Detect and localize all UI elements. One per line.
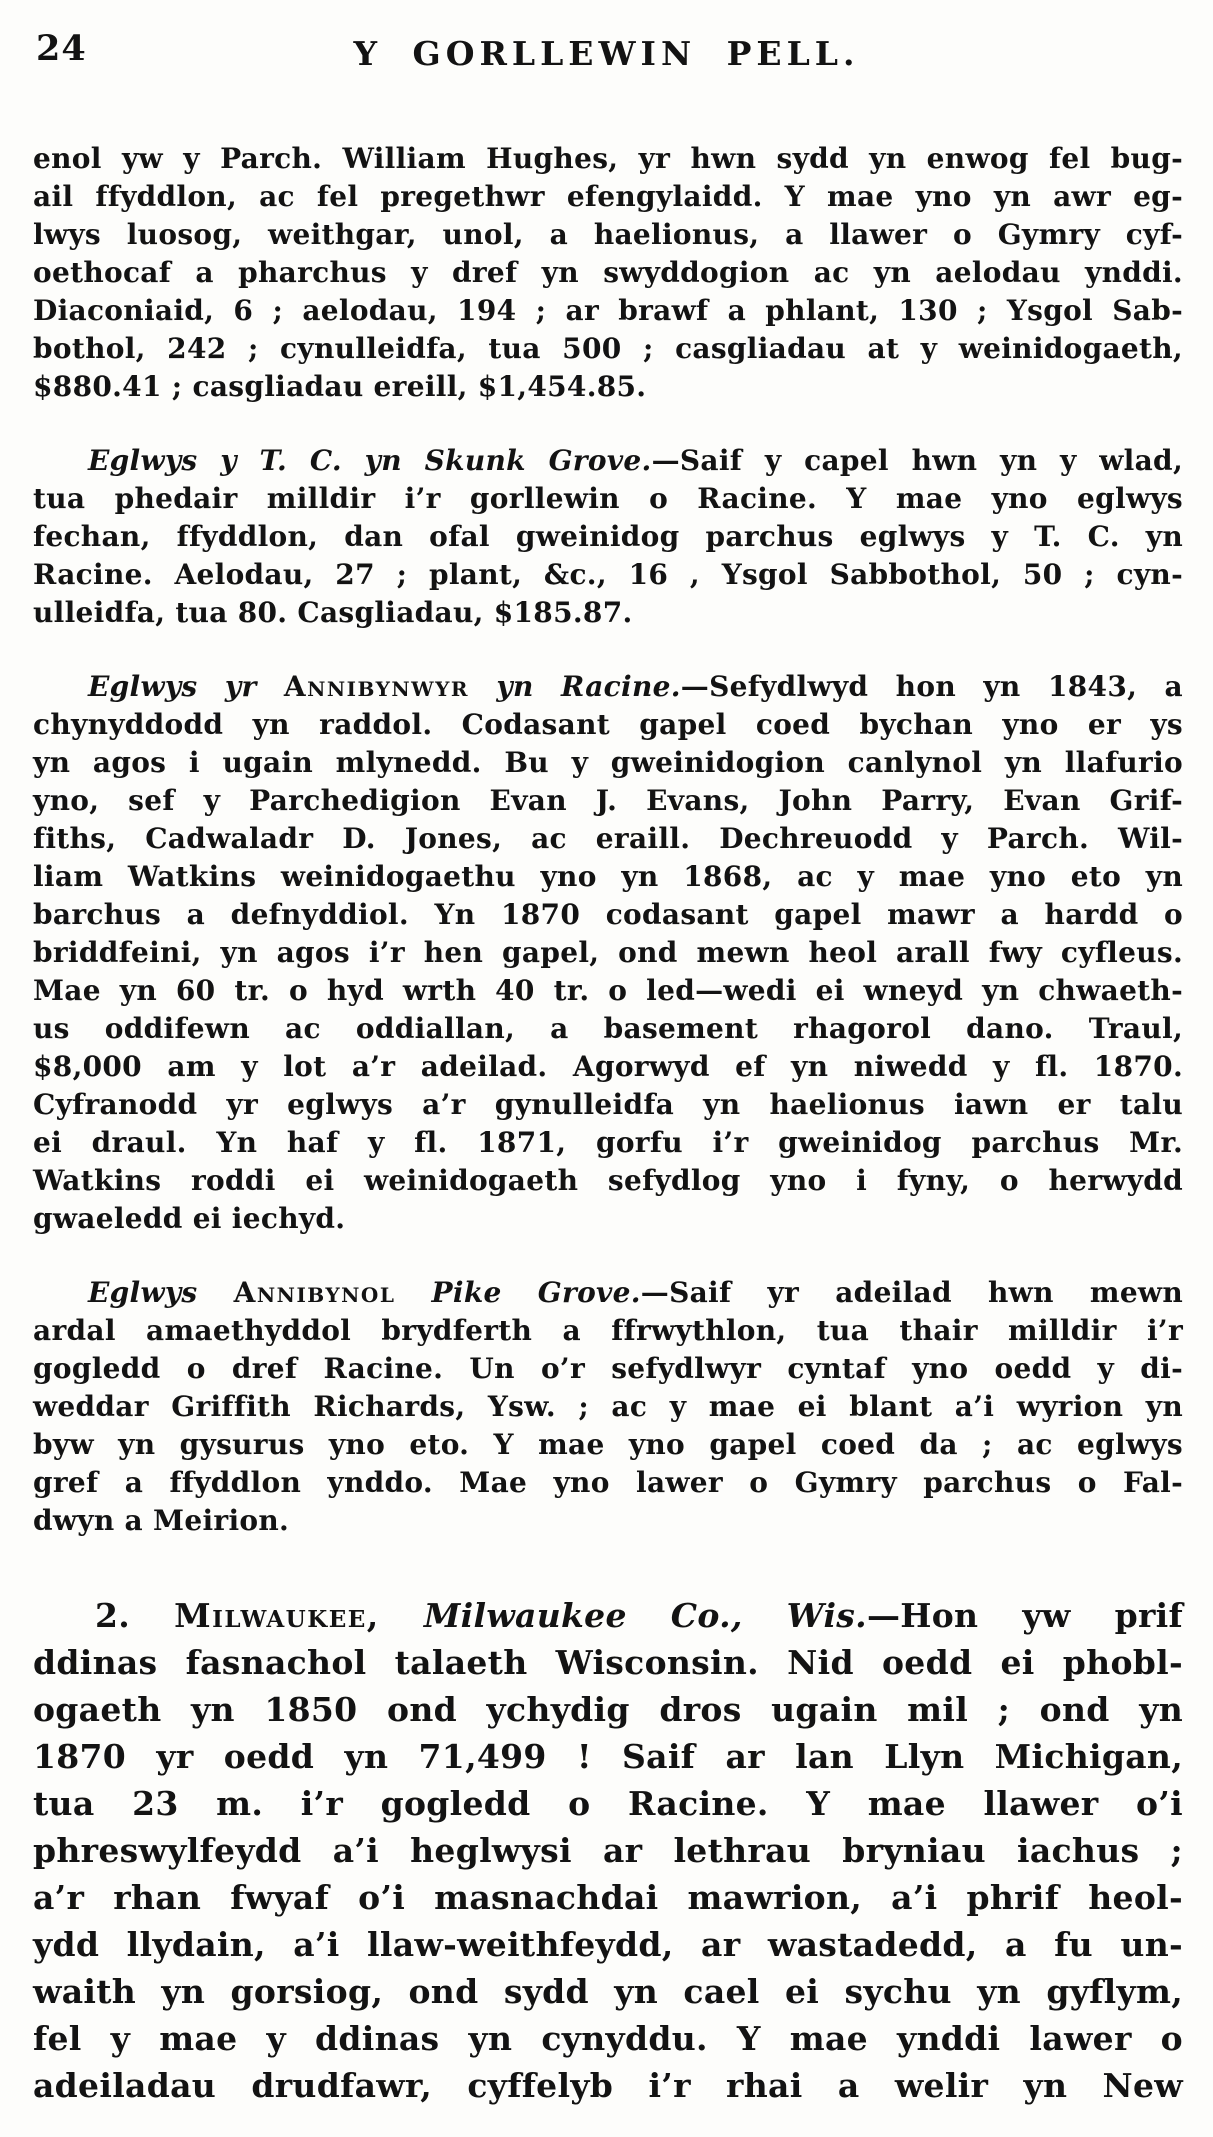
plain-text: ydd llydain, a’i llaw-weithfeydd, ar wastadedd, a fu un- [33, 1925, 1183, 1964]
plain-text: tua 23 m. i’r gogledd o Racine. Y mae llawer o’i [33, 1784, 1183, 1823]
plain-text: ulleidfa, tua 80. Casgliadau, $185.87. [33, 596, 633, 629]
plain-text: —Saif yr adeilad hwn mewn [640, 1276, 1183, 1309]
plain-text: 1870 yr oedd yn 71,499 ! Saif ar lan Llyn Michigan, [33, 1737, 1183, 1776]
text-line [33, 1780, 1183, 1827]
text-line [33, 1464, 1183, 1502]
plain-text: ail ffyddlon, ac fel pregethwr efengylaidd. Y mae yno yn awr eg- [33, 180, 1183, 213]
plain-text: $8,000 am y lot a’r adeilad. Agorwyd ef yn niwedd y fl. 1870. [33, 1050, 1183, 1083]
text-line [33, 216, 1183, 254]
plain-text: lwys luosog, weithgar, unol, a haelionus, a llawer o Gymry cyf- [33, 218, 1183, 251]
plain-text: yn agos i ugain mlynedd. Bu y gweinidogion canlynol yn llafurio [33, 746, 1183, 779]
text-line [33, 2062, 1183, 2109]
text-line [33, 1124, 1183, 1162]
text-line [33, 972, 1183, 1010]
plain-text: briddfeini, yn agos i’r hen gapel, ond mewn heol arall fwy cyfleus. [33, 936, 1183, 969]
text-line [33, 1162, 1183, 1200]
text-line [33, 706, 1183, 744]
smallcaps-text: Annibynol [233, 1276, 396, 1309]
text-line [33, 1048, 1183, 1086]
plain-text: gogledd o dref Racine. Un o’r sefydlwyr cyntaf yno oedd y di- [33, 1352, 1183, 1385]
plain-text: fel y mae y ddinas yn cynyddu. Y mae ynddi lawer o [33, 2019, 1183, 2058]
paragraph [33, 442, 1183, 632]
italic-text: Milwaukee Co., Wis. [423, 1596, 867, 1635]
plain-text: barchus a defnyddiol. Yn 1870 codasant gapel mawr a hardd o [33, 898, 1183, 931]
text-line [33, 140, 1183, 178]
text-line [33, 934, 1183, 972]
plain-text: gwaeledd ei iechyd. [33, 1202, 346, 1235]
plain-text: —Sefydlwyd hon yn 1843, a [680, 670, 1183, 703]
italic-text: Eglwys [88, 1276, 234, 1309]
plain-text [380, 1596, 424, 1635]
text-line [33, 1010, 1183, 1048]
smallcaps-text: Annibynwyr [283, 670, 470, 703]
text-line [33, 858, 1183, 896]
plain-text: weddar Griffith Richards, Ysw. ; ac y mae ei blant a’i wyrion yn [33, 1390, 1183, 1423]
text-line [33, 668, 1183, 706]
plain-text: byw yn gysurus yno eto. Y mae yno gapel coed da ; ac eglwys [33, 1428, 1183, 1461]
text-line [33, 1200, 1183, 1238]
text-line [33, 594, 1183, 632]
text-line [33, 896, 1183, 934]
plain-text: Diaconiaid, 6 ; aelodau, 194 ; ar brawf a phlant, 130 ; Ysgol Sab- [33, 294, 1183, 327]
text-line [33, 1426, 1183, 1464]
plain-text: chynyddodd yn raddol. Codasant gapel coed bychan yno er ys [33, 708, 1183, 741]
plain-text: oethocaf a pharchus y dref yn swyddogion ac yn aelodau ynddi. [33, 256, 1183, 289]
plain-text: —Saif y capel hwn yn y wlad, [651, 444, 1183, 477]
plain-text: waith yn gorsiog, ond sydd yn cael ei sychu yn gyflym, [33, 1972, 1183, 2011]
text-line [33, 254, 1183, 292]
text-line [33, 1968, 1183, 2015]
text-line [33, 744, 1183, 782]
plain-text: Cyfranodd yr eglwys a’r gynulleidfa yn haelionus iawn er talu [33, 1088, 1183, 1121]
text-line [33, 330, 1183, 368]
plain-text: ogaeth yn 1850 ond ychydig dros ugain mil ; ond yn [33, 1690, 1183, 1729]
text-line [33, 518, 1183, 556]
text-line [33, 820, 1183, 858]
italic-text: yn Racine. [469, 670, 681, 703]
text-line [33, 1086, 1183, 1124]
plain-text: gref a ffyddlon ynddo. Mae yno lawer o Gymry parchus o Fal- [33, 1466, 1183, 1499]
plain-text: a’r rhan fwyaf o’i masnachdai mawrion, a’i phrif heol- [33, 1878, 1183, 1917]
plain-text: enol yw y Parch. William Hughes, yr hwn sydd yn enwog fel bug- [33, 142, 1183, 175]
text-line [33, 1592, 1183, 1639]
plain-text: ardal amaethyddol brydferth a ffrwythlon, tua thair milldir i’r [33, 1314, 1183, 1347]
text-line [33, 442, 1183, 480]
plain-text: tua phedair milldir i’r gorllewin o Racine. Y mae yno eglwys [33, 482, 1183, 515]
plain-text: Racine. Aelodau, 27 ; plant, &c., 16 , Ysgol Sabbothol, 50 ; cyn- [33, 558, 1183, 591]
text-line [33, 1388, 1183, 1426]
text-line [33, 1733, 1183, 1780]
plain-text: liam Watkins weinidogaethu yno yn 1868, ac y mae yno eto yn [33, 860, 1183, 893]
plain-text: fiths, Cadwaladr D. Jones, ac eraill. Dechreuodd y Parch. Wil- [33, 822, 1183, 855]
plain-text: dwyn a Meirion. [33, 1504, 290, 1537]
plain-text: yno, sef y Parchedigion Evan J. Evans, John Parry, Evan Grif- [33, 784, 1183, 817]
text-line [33, 178, 1183, 216]
paragraph [33, 1592, 1183, 2109]
plain-text: phreswylfeydd a’i heglwysi ar lethrau bryniau iachus ; [33, 1831, 1183, 1870]
text-line [33, 1502, 1183, 1540]
plain-text: adeiladau drudfawr, cyffelyb i’r rhai a welir yn New [33, 2066, 1183, 2105]
page-number: 24 [36, 28, 87, 69]
plain-text: ei draul. Yn haf y fl. 1871, gorfu i’r gweinidog parchus Mr. [33, 1126, 1183, 1159]
text-line [33, 1312, 1183, 1350]
text-line [33, 1350, 1183, 1388]
italic-text: Eglwys yr [88, 670, 284, 703]
text-line [33, 1827, 1183, 1874]
smallcaps-text: Milwaukee, [174, 1596, 380, 1635]
text-line [33, 1639, 1183, 1686]
text-line [33, 1686, 1183, 1733]
plain-text: ddinas fasnachol talaeth Wisconsin. Nid oedd ei phobl- [33, 1643, 1183, 1682]
plain-text: 2. [95, 1596, 175, 1635]
text-line [33, 2015, 1183, 2062]
text-line [33, 782, 1183, 820]
paragraph [33, 1274, 1183, 1540]
plain-text: fechan, ffyddlon, dan ofal gweinidog parchus eglwys y T. C. yn [33, 520, 1183, 553]
italic-text: Pike Grove. [395, 1276, 641, 1309]
plain-text: Mae yn 60 tr. o hyd wrth 40 tr. o led—wedi ei wneyd yn chwaeth- [33, 974, 1183, 1007]
paragraph [33, 668, 1183, 1238]
text-line [33, 1921, 1183, 1968]
plain-text: us oddifewn ac oddiallan, a basement rhagorol dano. Traul, [33, 1012, 1183, 1045]
text-line [33, 368, 1183, 406]
text-line [33, 480, 1183, 518]
text-line [33, 1274, 1183, 1312]
running-header: Y GORLLEWIN PELL. [353, 34, 860, 73]
page-body [0, 140, 1213, 2109]
italic-text: Eglwys y T. C. yn Skunk Grove. [88, 444, 652, 477]
plain-text: —Hon yw prif [866, 1596, 1183, 1635]
plain-text: Watkins roddi ei weinidogaeth sefydlog yno i fyny, o herwydd [33, 1164, 1183, 1197]
paragraph [33, 140, 1183, 406]
text-line [33, 556, 1183, 594]
plain-text: $880.41 ; casgliadau ereill, $1,454.85. [33, 370, 647, 403]
text-line [33, 292, 1183, 330]
plain-text: bothol, 242 ; cynulleidfa, tua 500 ; casgliadau at y weinidogaeth, [33, 332, 1183, 365]
text-line [33, 1874, 1183, 1921]
